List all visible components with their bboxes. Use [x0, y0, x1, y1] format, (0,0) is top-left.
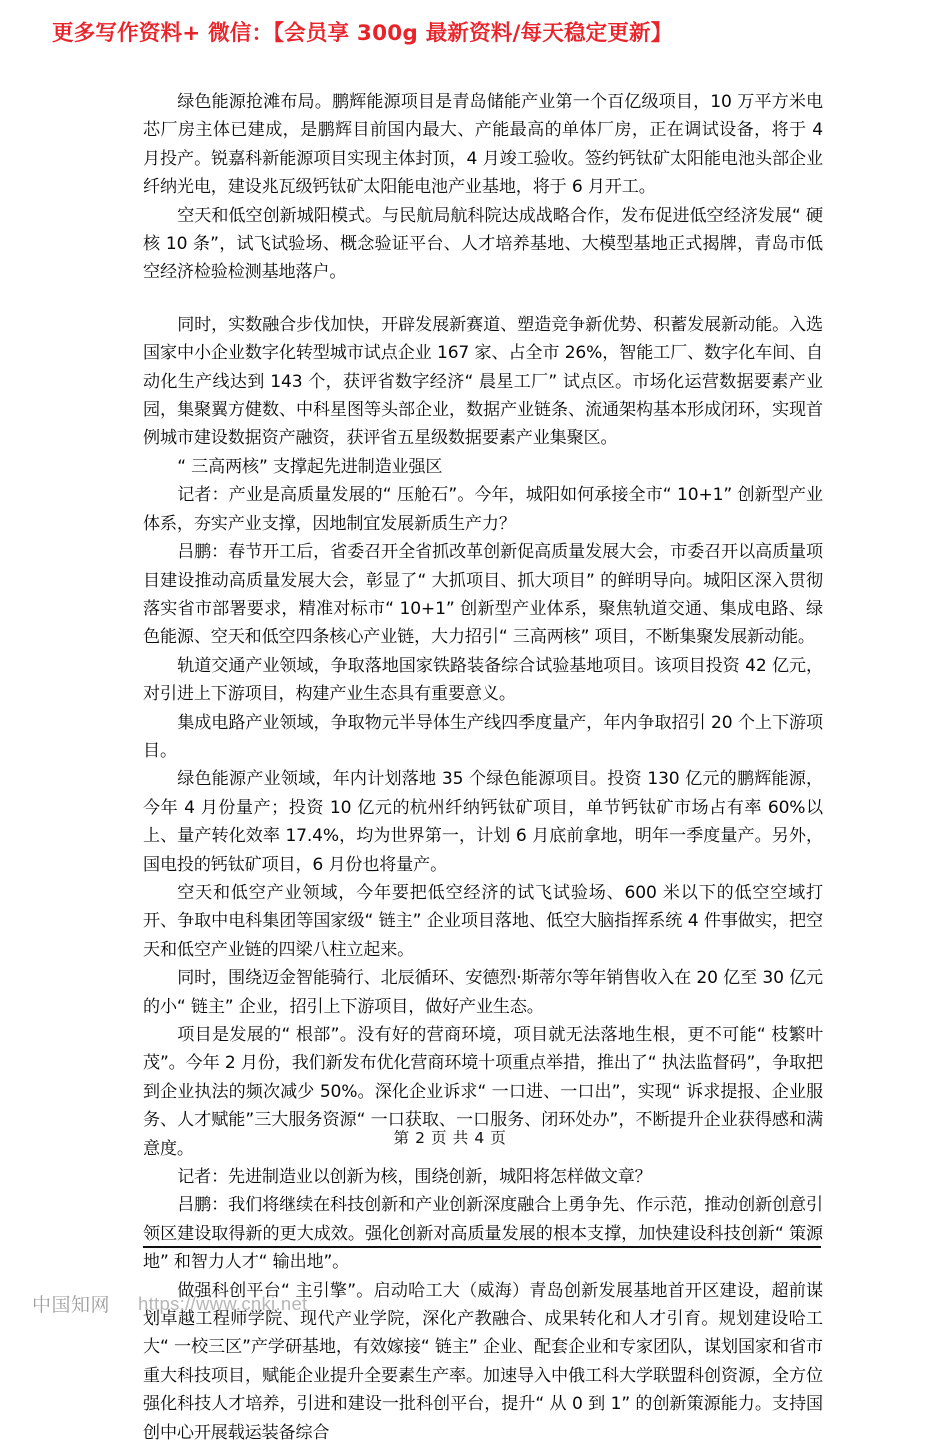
page-number: 第 2 页 共 4 页	[393, 1129, 507, 1147]
paragraph: 空天和低空产业领域，今年要把低空经济的试飞试验场、600 米以下的低空空域打开、争取中电科集团等国家级“ 链主” 企业项目落地、低空大脑指挥系统 4 件事做实，把空天和低空产业链的四梁八柱立起来。	[143, 882, 823, 960]
paragraph-question: 记者：产业是高质量发展的“ 压舱石”。今年，城阳如何承接全市“ 10+1” 创新型产业体系，夯实产业支撑，因地制宜发展新质生产力？	[143, 485, 823, 534]
paragraph: 空天和低空创新城阳模式。与民航局航科院达成战略合作，发布促进低空经济发展“ 硬核 10 条”，试飞试验场、概念验证平台、人才培养基地、大模型基地正式揭牌，青岛市低空经济检验检测基地落户。	[143, 205, 823, 283]
paragraph-answer: 吕鹏：春节开工后，省委召开全省抓改革创新促高质量发展大会，市委召开以高质量项目建设推动高质量发展大会，彰显了“ 大抓项目、抓大项目” 的鲜明导向。城阳区深入贯彻落实省市部署要求，精准对标市“ 10+1” 创新型产业体系，聚焦轨道交通、集成电路、绿色能源、空天和低空四条核心产业链，大力招引“ 三高两核” 项目，不断集聚发展新动能。	[143, 542, 823, 648]
promo-banner	[0, 0, 950, 62]
cnki-watermark	[32, 1290, 308, 1317]
paragraph: 轨道交通产业领域，争取落地国家铁路装备综合试验基地项目。该项目投资 42 亿元，对引进上下游项目，构建产业生态具有重要意义。	[143, 655, 823, 705]
section-heading: “ 三高两核” 支撑起先进制造业强区	[177, 456, 443, 477]
paragraph: 绿色能源产业领域，年内计划落地 35 个绿色能源项目。投资 130 亿元的鹏辉能源，今年 4 月份量产；投资 10 亿元的杭州纤纳钙钛矿项目，单节钙钛矿市场占有率 60%以上、量产转化效率 17.4%，均为世界第一，计划 6 月底前拿地，明年一季度量产。另外，国电投的钙钛矿项目，6 月份也将量产。	[143, 769, 823, 875]
document-body	[143, 88, 823, 1447]
paragraph: 同时，实数融合步伐加快，开辟发展新赛道、塑造竞争新优势、积蓄发展新动能。入选国家中小企业数字化转型城市试点企业 167 家、占全市 26%，智能工厂、数字化车间、自动化生产线达到 143 个，获评省数字经济“ 晨星工厂” 试点区。市场化运营数据要素产业园，集聚翼方健数、中科星图等头部企业，数据产业链条、流通架构基本形成闭环，实现首例城市建设数据资产融资，获评省五星级数据要素产业集聚区。	[143, 314, 823, 449]
cnki-logo-text: 中国知网	[32, 1294, 111, 1316]
cnki-url-text: https://www.cnki.net	[138, 1292, 308, 1314]
footer-divider	[143, 1246, 821, 1248]
block-separator	[143, 287, 823, 311]
promo-banner-text: 更多写作资料+ 微信：【会员享 300g 最新资料/每天稳定更新】	[52, 20, 673, 46]
paragraph: 做强科创平台“ 主引擎”。启动哈工大（威海）青岛创新发展基地首开区建设，超前谋划卓越工程师学院、现代产业学院，深化产教融合、成果转化和人才引育。规划建设哈工大“ 一校三区”产学研基地，有效嫁接“ 链主” 企业、配套企业和专家团队，谋划国家和省市重大科技项目，赋能企业提升全要素生产率。加速导入中俄工科大学联盟科创资源，全方位强化科技人才培养，引进和建设一批科创平台，提升“ 从 0 到 1” 的创新策源能力。支持国创中心开展载运装备综合	[143, 1280, 823, 1443]
paragraph-block	[143, 311, 823, 1447]
paragraph-question: 记者：先进制造业以创新为核，围绕创新，城阳将怎样做文章？	[177, 1167, 652, 1188]
paragraph: 同时，围绕迈金智能骑行、北辰循环、安德烈·斯蒂尔等年销售收入在 20 亿至 30 亿元的小“ 链主” 企业，招引上下游项目，做好产业生态。	[143, 968, 823, 1017]
paragraph: 绿色能源抢滩布局。鹏辉能源项目是青岛储能产业第一个百亿级项目，10 万平方米电芯厂房主体已建成，是鹏辉目前国内最大、产能最高的单体厂房，正在调试设备，将于 4 月投产。锐嘉科新能源项目实现主体封顶，4 月竣工验收。签约钙钛矿太阳能电池头部企业纤纳光电，建设兆瓦级钙钛矿太阳能电池产业基地，将于 6 月开工。	[143, 92, 823, 198]
paragraph-block	[143, 88, 823, 287]
paragraph: 项目是发展的“ 根部”。没有好的营商环境，项目就无法落地生根，更不可能“ 枝繁叶茂”。今年 2 月份，我们新发布优化营商环境十项重点举措，推出了“ 执法监督码”，争取把到企业执法的频次减少 50%。深化企业诉求“ 一口进、一口出”，实现“ 诉求提报、企业服务、人才赋能”三大服务资源“ 一口获取、一口服务、闭环处办”，不断提升企业获得感和满意度。	[143, 1025, 823, 1159]
paragraph-answer: 吕鹏：我们将继续在科技创新和产业创新深度融合上勇争先、作示范，推动创新创意引领区建设取得新的更大成效。强化创新对高质量发展的根本支撑，加快建设科技创新“ 策源地” 和智力人才“ 输出地”。	[143, 1195, 823, 1273]
paragraph: 集成电路产业领域，争取物元半导体生产线四季度量产，年内争取招引 20 个上下游项目。	[143, 712, 823, 761]
